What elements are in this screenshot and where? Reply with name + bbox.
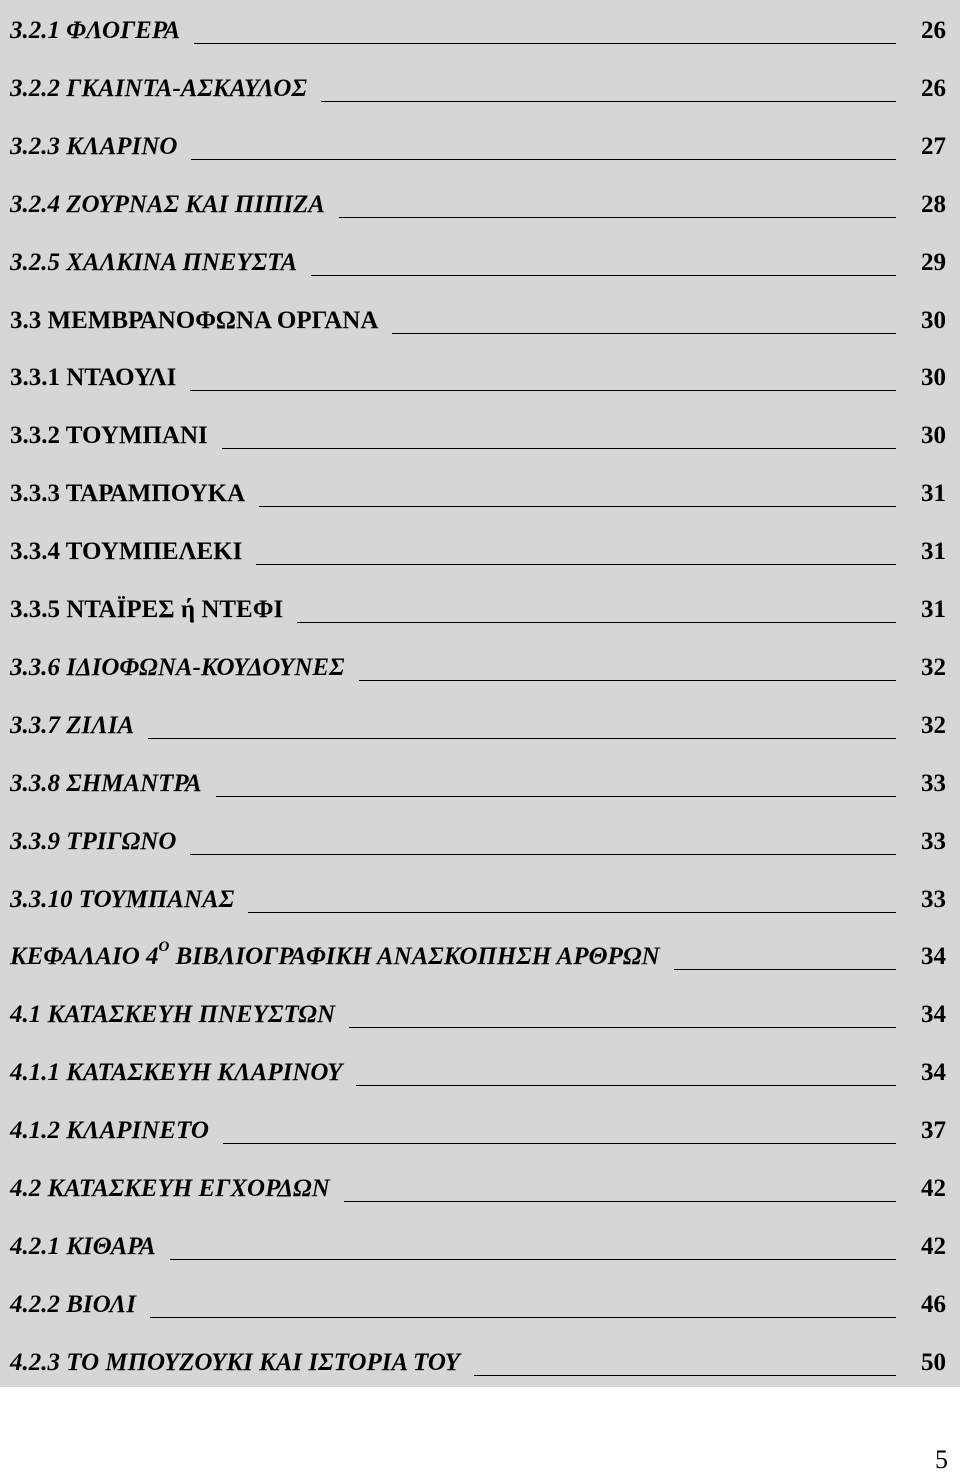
- toc-entry[interactable]: [10, 1174, 946, 1232]
- toc-entry-title: [10, 479, 245, 509]
- toc-leader-line: [297, 622, 896, 623]
- toc-entry-page: 34: [921, 1001, 946, 1029]
- toc-leader-line: [190, 390, 896, 391]
- toc-entry[interactable]: [10, 653, 946, 711]
- toc-entry[interactable]: [10, 537, 946, 595]
- toc-entry-superscript: Ο: [158, 939, 170, 956]
- toc-entry-title-text: 4.2.1 ΚΙΘΑΡΑ: [10, 1232, 156, 1260]
- toc-entry-title: [10, 885, 234, 915]
- toc-entry-title-text: 4.1.1 ΚΑΤΑΣΚΕΥΗ ΚΛΑΡΙΝΟΥ: [10, 1059, 343, 1087]
- toc-entry-page: 30: [921, 422, 946, 450]
- toc-entry-page: 28: [921, 190, 946, 218]
- toc-entry-title: [10, 1290, 136, 1320]
- toc-entry-title-text: 4.2.3 ΤΟ ΜΠΟΥΖΟΥΚΙ ΚΑΙ ΙΣΤΟΡΙΑ ΤΟΥ: [10, 1348, 460, 1376]
- toc-entry-page: 31: [921, 596, 946, 623]
- toc-leader-line: [191, 159, 896, 160]
- toc-entry-title-text: 3.3 ΜΕΜΒΡΑΝΟΦΩΝΑ ΟΡΓΑΝΑ: [10, 306, 379, 334]
- toc-entry-title: [10, 1116, 209, 1146]
- toc-entry-title-text: 4.2.2 ΒΙΟΛΙ: [10, 1290, 137, 1318]
- toc-entry-page: 34: [921, 1059, 946, 1087]
- toc-leader-line: [349, 1027, 896, 1028]
- toc-entry-page: 26: [921, 74, 946, 102]
- toc-entry-page: 30: [921, 364, 946, 392]
- toc-entry-title: [10, 1348, 460, 1378]
- toc-entry-title: [10, 939, 660, 972]
- toc-entry[interactable]: [10, 132, 946, 190]
- toc-entry-title: [10, 769, 202, 799]
- toc-entry-page: 42: [921, 1232, 946, 1260]
- toc-entry-title: [10, 711, 134, 741]
- toc-entry-title-text: 3.3.10 ΤΟΥΜΠΑΝΑΣ: [10, 885, 235, 913]
- toc-leader-line: [256, 564, 896, 565]
- toc-entry-page: 27: [921, 132, 946, 160]
- toc-entry[interactable]: [10, 595, 946, 653]
- toc-entry-page: 37: [921, 1117, 946, 1145]
- toc-entry-title-text: 3.3.3 ΤΑΡΑΜΠΟΥΚΑ: [10, 480, 246, 508]
- toc-leader-line: [190, 854, 896, 855]
- toc-leader-line: [170, 1259, 896, 1260]
- toc-entry-title: [10, 74, 307, 104]
- toc-leader-line: [248, 912, 896, 913]
- toc-leader-line: [148, 738, 896, 739]
- toc-entry-title: [10, 595, 283, 625]
- toc-entry-title-text: 3.3.1 ΝΤΑΟΥΛΙ: [10, 364, 177, 392]
- toc-entry-title-text: 4.2 ΚΑΤΑΣΚΕΥΗ ΕΓΧΟΡΔΩΝ: [10, 1175, 330, 1202]
- toc-entry-title-text: 3.3.5 ΝΤΑΪΡΕΣ ή ΝΤΕΦΙ: [10, 596, 284, 623]
- toc-entry-page: 29: [921, 248, 946, 276]
- toc-entry-page: 26: [921, 17, 946, 44]
- toc-entry[interactable]: [10, 711, 946, 769]
- toc-entry-title-text: 3.3.9 ΤΡΙΓΩΝΟ: [10, 827, 177, 855]
- toc-entry-title: [10, 537, 242, 567]
- toc-entry-page: 33: [921, 885, 946, 913]
- toc-leader-line: [392, 333, 896, 334]
- toc-entry[interactable]: [10, 16, 946, 74]
- toc-entry-title: [10, 421, 208, 451]
- toc-entry-page: 42: [921, 1175, 946, 1202]
- toc-entry-title: [10, 1232, 156, 1262]
- toc-entry-title: [10, 16, 180, 46]
- toc-entry-title-text: 3.2.5 ΧΑΛΚΙΝΑ ΠΝΕΥΣΤΑ: [10, 248, 298, 276]
- toc-entry-title: [10, 1000, 335, 1030]
- toc-entry-title: [10, 1058, 342, 1088]
- toc-entry-title-text: 3.2.2 ΓΚΑΙΝΤΑ-ΑΣΚΑΥΛΟΣ: [10, 74, 307, 102]
- toc-entry[interactable]: [10, 1348, 946, 1406]
- toc-leader-line: [339, 217, 896, 218]
- toc-entry-title-rest: ΒΙΒΛΙΟΓΡΑΦΙΚΗ ΑΝΑΣΚΟΠΗΣΗ ΑΡΘΡΩΝ: [169, 943, 660, 971]
- toc-entry-title-text: 3.3.7 ΖΙΛΙΑ: [10, 711, 135, 739]
- toc-entry-title: [10, 306, 378, 336]
- toc-entry-page: 30: [921, 306, 946, 334]
- toc-leader-line: [311, 275, 896, 276]
- toc-entry-title-text: 4.1 ΚΑΤΑΣΚΕΥΗ ΠΝΕΥΣΤΩΝ: [10, 1001, 336, 1029]
- toc-entry-page: 33: [921, 769, 946, 797]
- toc-entry-title: [10, 653, 345, 683]
- toc-entry[interactable]: [10, 885, 946, 943]
- toc-entry-page: 46: [921, 1290, 946, 1318]
- toc-entry-page: 31: [921, 538, 946, 566]
- toc-leader-line: [216, 796, 896, 797]
- toc-entry[interactable]: [10, 1232, 946, 1290]
- toc-leader-line: [344, 1201, 896, 1202]
- toc-entry[interactable]: [10, 1290, 946, 1348]
- toc-entry[interactable]: [10, 939, 946, 1000]
- toc-entry-title-text: 3.3.2 ΤΟΥΜΠΑΝΙ: [10, 422, 208, 450]
- toc-leader-line: [222, 448, 896, 449]
- toc-entry-title-text: 3.3.6 ΙΔΙΟΦΩΝΑ-ΚΟΥΔΟΥΝΕΣ: [10, 653, 345, 681]
- toc-entry-title-text: 3.3.8 ΣΗΜΑΝΤΡΑ: [10, 769, 202, 797]
- toc-entry[interactable]: [10, 1000, 946, 1058]
- toc-entry[interactable]: [10, 363, 946, 421]
- toc-entry[interactable]: [10, 1058, 946, 1116]
- toc-entry-page: 32: [921, 711, 946, 739]
- toc-entry[interactable]: [10, 190, 946, 248]
- toc-entry-page: 33: [921, 827, 946, 855]
- toc-entry-title: [10, 827, 176, 857]
- toc-entry[interactable]: [10, 248, 946, 306]
- toc-leader-line: [194, 43, 896, 44]
- toc-leader-line: [223, 1143, 896, 1144]
- toc-entry[interactable]: [10, 74, 946, 132]
- toc-entry-page: 31: [921, 480, 946, 508]
- toc-entry[interactable]: [10, 769, 946, 827]
- toc-entry-title-text: 3.2.1 ΦΛΟΓΕΡΑ: [10, 17, 181, 44]
- toc-leader-line: [259, 506, 896, 507]
- toc-entry-title: [10, 248, 297, 278]
- toc-leader-line: [474, 1375, 896, 1376]
- toc-entry[interactable]: [10, 306, 946, 364]
- toc-entry-title: [10, 132, 177, 162]
- toc-entry[interactable]: [10, 479, 946, 537]
- toc-entry-title-text: 3.2.4 ΖΟΥΡΝΑΣ ΚΑΙ ΠΙΠΙΖΑ: [10, 190, 325, 218]
- toc-entry-title: [10, 190, 325, 220]
- toc-entry-title-text: ΚΕΦΑΛΑΙΟ 4: [10, 943, 159, 971]
- toc-leader-line: [674, 969, 896, 970]
- toc-entry[interactable]: [10, 827, 946, 885]
- toc-entry[interactable]: [10, 1116, 946, 1174]
- toc-leader-line: [356, 1085, 896, 1086]
- toc-entry-title-text: 3.2.3 ΚΛΑΡΙΝΟ: [10, 132, 178, 160]
- toc-entry-title: [10, 363, 176, 393]
- page-number: 5: [935, 1445, 948, 1474]
- toc-leader-line: [359, 680, 896, 681]
- toc-entry-title-text: 4.1.2 ΚΛΑΡΙΝΕΤΟ: [10, 1117, 209, 1145]
- toc-entry-page: 50: [921, 1348, 946, 1376]
- toc-leader-line: [150, 1317, 896, 1318]
- toc-leader-line: [321, 101, 896, 102]
- toc-entry-page: 34: [921, 943, 946, 971]
- toc-entry-title-text: 3.3.4 ΤΟΥΜΠΕΛΕΚΙ: [10, 538, 243, 566]
- toc-entry[interactable]: [10, 421, 946, 479]
- toc-entry-title: [10, 1174, 330, 1204]
- toc-entry-page: 32: [921, 653, 946, 681]
